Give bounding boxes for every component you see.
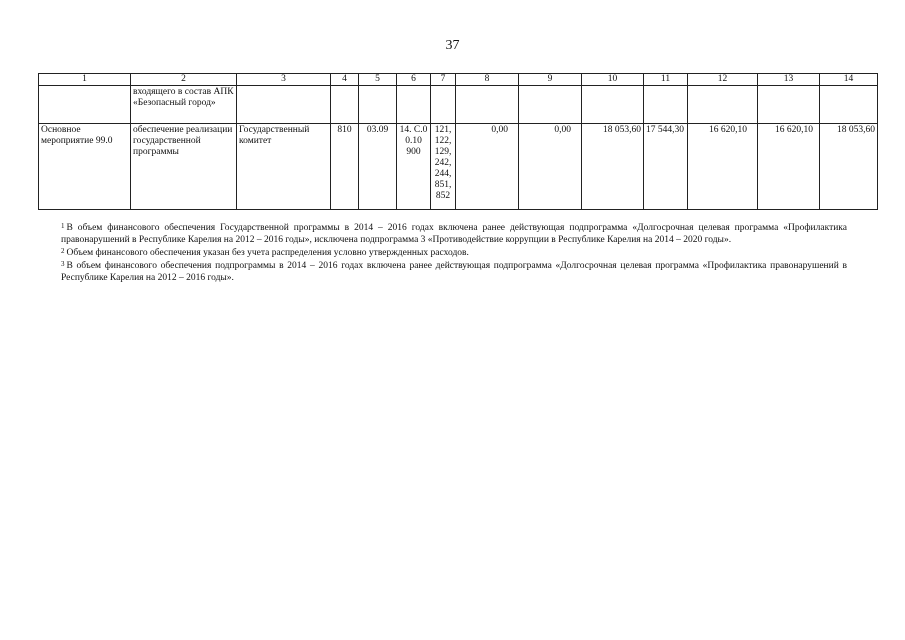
table-row-main-activity	[39, 124, 878, 210]
header-cell: 13	[758, 74, 820, 86]
table-cell	[820, 86, 878, 124]
footnote-mark: 2	[61, 247, 65, 255]
value-cell: 0,00	[519, 124, 582, 210]
header-cell: 5	[359, 74, 397, 86]
table-cell: входящего в состав АПК «Безопасный город»	[131, 86, 237, 124]
footnote-text: В объем финансового обеспечения подпрограммы в 2014 – 2016 годах включена ранее действующая подпрограмма «Долгосрочная целевая программа «Профилактика правонарушений в Республике Карелия на 2012 – 2016 годы».	[61, 261, 847, 283]
page-number: 37	[445, 38, 460, 53]
table-cell	[39, 86, 131, 124]
table-cell	[397, 86, 431, 124]
executor-cell: Государственный комитет	[237, 124, 331, 210]
code-cell: 810	[331, 124, 359, 210]
table-cell	[644, 86, 688, 124]
header-cell: 8	[456, 74, 519, 86]
footnote	[61, 247, 847, 259]
activity-name-cell: Основное мероприятие 99.0	[39, 124, 131, 210]
header-cell: 1	[39, 74, 131, 86]
header-cell: 10	[582, 74, 644, 86]
value-cell: 18 053,60	[582, 124, 644, 210]
table-cell	[237, 86, 331, 124]
header-cell: 4	[331, 74, 359, 86]
code-cell: 121, 122, 129, 242, 244, 851, 852	[431, 124, 456, 210]
header-cell: 6	[397, 74, 431, 86]
table-cell	[331, 86, 359, 124]
table-cell	[582, 86, 644, 124]
value-cell: 18 053,60	[820, 124, 878, 210]
table-header-row	[39, 74, 878, 86]
header-cell: 14	[820, 74, 878, 86]
table-cell	[688, 86, 758, 124]
footnotes	[61, 222, 847, 285]
header-cell: 2	[131, 74, 237, 86]
header-cell: 3	[237, 74, 331, 86]
value-cell: 17 544,30	[644, 124, 688, 210]
activity-description-cell: обеспечение реализации государственной программы	[131, 124, 237, 210]
header-cell: 11	[644, 74, 688, 86]
code-cell: 14. С.0 0.10 900	[397, 124, 431, 210]
footnote-mark: 1	[61, 222, 65, 230]
footnote	[61, 222, 847, 246]
table-row-continuation	[39, 86, 878, 124]
footnote-text: Объем финансового обеспечения указан без учета распределения условно утвержденных расходов.	[66, 248, 469, 258]
budget-table	[38, 73, 878, 210]
table-cell	[758, 86, 820, 124]
header-cell: 9	[519, 74, 582, 86]
table-cell	[519, 86, 582, 124]
value-cell: 0,00	[456, 124, 519, 210]
code-cell: 03.09	[359, 124, 397, 210]
footnote	[61, 260, 847, 284]
table-cell	[431, 86, 456, 124]
value-cell: 16 620,10	[688, 124, 758, 210]
header-cell: 12	[688, 74, 758, 86]
value-cell: 16 620,10	[758, 124, 820, 210]
header-cell: 7	[431, 74, 456, 86]
table-cell	[456, 86, 519, 124]
table-cell	[359, 86, 397, 124]
footnote-mark: 3	[61, 260, 65, 268]
footnote-text: В объем финансового обеспечения Государственной программы в 2014 – 2016 годах включена ранее действующая подпрограмма «Долгосрочная целевая программа «Профилактика правонарушений в Республике Карелия на 2012 – 2016 годы», исключена подпрограмма 3 «Противодействие коррупции в Республике Карелия на 2014 – 2020 годы».	[61, 223, 847, 245]
